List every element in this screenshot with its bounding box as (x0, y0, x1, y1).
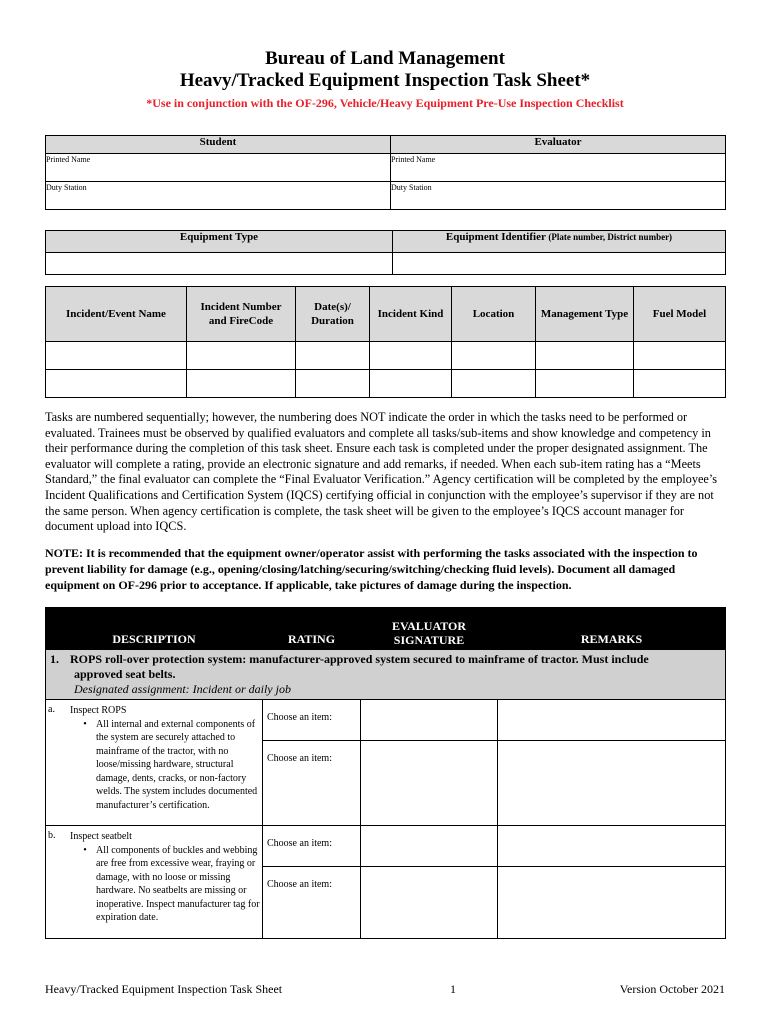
signature-header (361, 608, 498, 650)
remarks-field[interactable] (498, 826, 726, 867)
student-duty-station-field[interactable] (46, 182, 391, 210)
evaluator-duty-station-field[interactable] (391, 182, 726, 210)
field-label: Duty Station (391, 183, 432, 192)
task-title: Inspect ROPS (70, 705, 127, 716)
rating-dropdown[interactable]: Choose an item: (263, 741, 361, 826)
signature-field[interactable] (361, 867, 498, 939)
document-title: Heavy/Tracked Equipment Inspection Task Sheet* (179, 70, 591, 91)
task-b-description (46, 826, 263, 939)
incident-cell[interactable] (536, 370, 634, 398)
location-header: Location (452, 287, 536, 342)
agency-title: Bureau of Land Management (265, 48, 505, 69)
equipment-type-field[interactable] (46, 253, 393, 275)
section-cell (46, 650, 726, 700)
management-type-header: Management Type (536, 287, 634, 342)
equipment-identifier-header (393, 231, 726, 253)
remarks-header: REMARKS (498, 608, 726, 650)
incident-cell[interactable] (634, 342, 726, 370)
task-title: Inspect seatbelt (70, 831, 132, 842)
signature-header-line1: EVALUATOR (391, 619, 467, 633)
equipment-table (45, 230, 726, 275)
bullet-icon: • (83, 718, 87, 730)
rating-header: RATING (263, 608, 361, 650)
signature-field[interactable] (361, 700, 498, 741)
identifier-label: Equipment Identifier (445, 231, 546, 243)
equipment-type-header: Equipment Type (46, 231, 393, 253)
task-item-row (46, 700, 726, 741)
rating-dropdown[interactable]: Choose an item: (263, 700, 361, 741)
task-detail: All components of buckles and webbing are free from excessive wear, fraying or damage, with no loose or missing hardware. No seatbelts are missing or inoperative. Inspect manufacturer tag for expiration date. (96, 844, 260, 923)
incident-cell[interactable] (452, 342, 536, 370)
remarks-field[interactable] (498, 741, 726, 826)
rating-dropdown[interactable]: Choose an item: (263, 826, 361, 867)
field-label: Printed Name (46, 155, 91, 164)
task-table (45, 607, 726, 939)
identifier-note: (Plate number, District number) (548, 232, 673, 242)
incident-cell[interactable] (46, 342, 187, 370)
incident-row (46, 370, 726, 398)
student-evaluator-table (45, 135, 726, 210)
incident-cell[interactable] (452, 370, 536, 398)
remarks-field[interactable] (498, 867, 726, 939)
student-header: Student (46, 136, 391, 154)
section-number: 1. (50, 652, 59, 666)
dates-header: Date(s)/ Duration (296, 287, 370, 342)
field-label: Printed Name (391, 155, 436, 164)
incident-row (46, 342, 726, 370)
equipment-identifier-field[interactable] (393, 253, 726, 275)
task-letter: b. (48, 830, 56, 841)
instructions-paragraph: Tasks are numbered sequentially; however, the numbering does NOT indicate the order in which the tasks need to be performed or evaluated. Trainees must be observed by qualified evaluators and complete all tasks/sub-items and show knowledge and competency in their performance during the completion of this task sheet. Ensure each task is completed under the proper designated assignment. The evaluator will complete a rating, provide an electronic signature and add remarks, if needed. When each sub-item rating has a “Meets Standard,” the final evaluator can complete the “Final Evaluator Verification.” Agency certification will be completed by the employee’s Incident Qualifications and Certification System (IQCS) certifying official in conjunction with the employee’s supervisor if they are not the same person. When agency certification is complete, the task sheet will be given to the employee’s IQCS account manager for document upload into IQCS. (45, 410, 718, 534)
rating-dropdown[interactable]: Choose an item: (263, 867, 361, 939)
section-assignment: Designated assignment: Incident or daily job (74, 682, 291, 696)
signature-field[interactable] (361, 826, 498, 867)
fuel-model-header: Fuel Model (634, 287, 726, 342)
document-header (0, 48, 770, 112)
section-title-line1: ROPS roll-over protection system: manufacturer-approved system secured to mainframe of tractor. Must include (70, 652, 649, 666)
remarks-field[interactable] (498, 700, 726, 741)
incident-cell[interactable] (370, 370, 452, 398)
task-detail: All internal and external components of the system are securely attached to mainframe of the tractor, with no loose/missing hardware, structural damage, dents, cracks, or non-factory welds. The system includes documented manufacturer’s certification. (96, 718, 258, 811)
field-label: Duty Station (46, 183, 87, 192)
description-header: DESCRIPTION (46, 608, 263, 650)
incident-table (45, 286, 726, 398)
footer-version: Version October 2021 (619, 982, 725, 996)
task-a-description (46, 700, 263, 826)
page-number: 1 (450, 982, 456, 996)
incident-cell[interactable] (187, 342, 296, 370)
incident-cell[interactable] (296, 342, 370, 370)
section-title-line2: approved seat belts. (74, 667, 176, 681)
student-printed-name-field[interactable] (46, 154, 391, 182)
signature-header-line2: SIGNATURE (393, 633, 465, 647)
incident-cell[interactable] (296, 370, 370, 398)
incident-cell[interactable] (634, 370, 726, 398)
incident-number-header: Incident Number and FireCode (187, 287, 296, 342)
evaluator-printed-name-field[interactable] (391, 154, 726, 182)
task-letter: a. (48, 704, 55, 715)
bullet-icon: • (83, 844, 87, 856)
evaluator-header: Evaluator (391, 136, 726, 154)
incident-kind-header: Incident Kind (370, 287, 452, 342)
incident-cell[interactable] (46, 370, 187, 398)
incident-name-header: Incident/Event Name (46, 287, 187, 342)
incident-cell[interactable] (370, 342, 452, 370)
task-item-row (46, 826, 726, 867)
footer-title: Heavy/Tracked Equipment Inspection Task Sheet (45, 982, 283, 996)
liability-note: NOTE: It is recommended that the equipment owner/operator assist with performing the tasks associated with the inspection to prevent liability for damage (e.g., opening/closing/latching/securing/switching/checking fluid levels). Document all damaged equipment on OF-296 prior to acceptance. If applicable, take pictures of damage during the inspection. (45, 546, 698, 592)
usage-note: *Use in conjunction with the OF-296, Vehicle/Heavy Equipment Pre-Use Inspection Checklist (146, 96, 624, 110)
section-row (46, 650, 726, 700)
signature-field[interactable] (361, 741, 498, 826)
incident-cell[interactable] (187, 370, 296, 398)
incident-cell[interactable] (536, 342, 634, 370)
